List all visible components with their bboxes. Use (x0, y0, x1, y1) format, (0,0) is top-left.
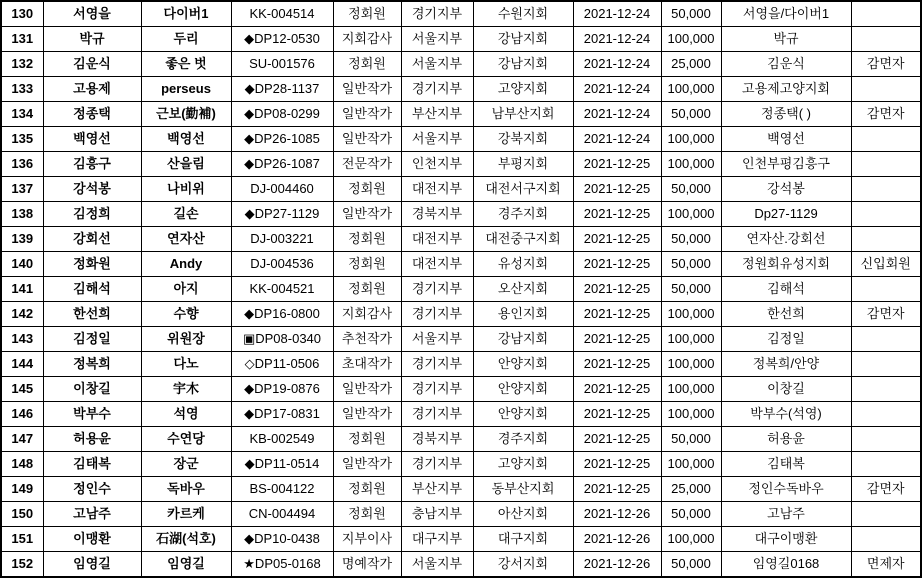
cell-no: 130 (1, 1, 43, 27)
cell-amount: 25,000 (661, 52, 721, 77)
cell-grade: 일반작가 (333, 102, 401, 127)
cell-code: SU-001576 (231, 52, 333, 77)
cell-remark: 박부수(석영) (721, 402, 851, 427)
cell-no: 133 (1, 77, 43, 102)
cell-date: 2021-12-25 (573, 477, 661, 502)
cell-date: 2021-12-24 (573, 52, 661, 77)
cell-office: 고양지회 (473, 452, 573, 477)
cell-name: 강회선 (43, 227, 141, 252)
cell-no: 143 (1, 327, 43, 352)
cell-remark: 서영을/다이버1 (721, 1, 851, 27)
cell-amount: 50,000 (661, 1, 721, 27)
cell-remark: 한선희 (721, 302, 851, 327)
cell-office: 안양지회 (473, 402, 573, 427)
cell-grade: 초대작가 (333, 352, 401, 377)
cell-remark: 이창길 (721, 377, 851, 402)
cell-status (851, 327, 921, 352)
cell-office: 강북지회 (473, 127, 573, 152)
cell-grade: 정회원 (333, 427, 401, 452)
cell-status (851, 277, 921, 302)
cell-grade: 추천작가 (333, 327, 401, 352)
cell-amount: 100,000 (661, 377, 721, 402)
cell-name: 정화원 (43, 252, 141, 277)
cell-branch: 대구지부 (401, 527, 473, 552)
table-row[interactable] (1, 477, 921, 502)
cell-grade: 일반작가 (333, 452, 401, 477)
table-row[interactable] (1, 127, 921, 152)
cell-no: 145 (1, 377, 43, 402)
cell-remark: 박규 (721, 27, 851, 52)
cell-status (851, 202, 921, 227)
cell-grade: 일반작가 (333, 127, 401, 152)
cell-branch: 경기지부 (401, 352, 473, 377)
table-row[interactable] (1, 1, 921, 27)
cell-amount: 50,000 (661, 177, 721, 202)
cell-name: 김해석 (43, 277, 141, 302)
cell-nick: Andy (141, 252, 231, 277)
cell-code: ◆DP08-0299 (231, 102, 333, 127)
cell-branch: 경북지부 (401, 202, 473, 227)
cell-branch: 서울지부 (401, 52, 473, 77)
table-row[interactable] (1, 502, 921, 527)
cell-nick: 石湖(석호) (141, 527, 231, 552)
cell-no: 148 (1, 452, 43, 477)
cell-no: 150 (1, 502, 43, 527)
cell-no: 138 (1, 202, 43, 227)
table-row[interactable] (1, 327, 921, 352)
cell-no: 142 (1, 302, 43, 327)
cell-no: 144 (1, 352, 43, 377)
cell-no: 140 (1, 252, 43, 277)
table-row[interactable] (1, 377, 921, 402)
cell-nick: 길손 (141, 202, 231, 227)
cell-nick: 석영 (141, 402, 231, 427)
cell-remark: Dp27-1129 (721, 202, 851, 227)
cell-office: 대전중구지회 (473, 227, 573, 252)
cell-branch: 경기지부 (401, 377, 473, 402)
cell-no: 149 (1, 477, 43, 502)
cell-status (851, 402, 921, 427)
cell-branch: 경기지부 (401, 1, 473, 27)
cell-remark: 김해석 (721, 277, 851, 302)
cell-branch: 대전지부 (401, 252, 473, 277)
cell-branch: 경기지부 (401, 302, 473, 327)
cell-status (851, 352, 921, 377)
cell-name: 정복희 (43, 352, 141, 377)
table-body (1, 1, 921, 577)
cell-date: 2021-12-25 (573, 277, 661, 302)
cell-grade: 일반작가 (333, 402, 401, 427)
cell-no: 134 (1, 102, 43, 127)
table-row[interactable] (1, 27, 921, 52)
cell-no: 136 (1, 152, 43, 177)
cell-branch: 서울지부 (401, 27, 473, 52)
cell-amount: 50,000 (661, 552, 721, 578)
table-row[interactable] (1, 152, 921, 177)
cell-no: 141 (1, 277, 43, 302)
cell-name: 고용제 (43, 77, 141, 102)
cell-code: KB-002549 (231, 427, 333, 452)
cell-code: ◆DP19-0876 (231, 377, 333, 402)
cell-name: 이창길 (43, 377, 141, 402)
cell-name: 정인수 (43, 477, 141, 502)
cell-status: 신입회원 (851, 252, 921, 277)
cell-grade: 전문작가 (333, 152, 401, 177)
cell-amount: 50,000 (661, 252, 721, 277)
cell-nick: 근보(勤補) (141, 102, 231, 127)
cell-office: 대구지회 (473, 527, 573, 552)
cell-date: 2021-12-24 (573, 127, 661, 152)
cell-branch: 경북지부 (401, 427, 473, 452)
cell-grade: 정회원 (333, 252, 401, 277)
cell-remark: 인천부평김흥구 (721, 152, 851, 177)
cell-nick: 나비위 (141, 177, 231, 202)
cell-remark: 정원회유성지회 (721, 252, 851, 277)
cell-amount: 50,000 (661, 102, 721, 127)
table-row[interactable] (1, 227, 921, 252)
cell-branch: 부산지부 (401, 477, 473, 502)
cell-office: 강남지회 (473, 27, 573, 52)
table-row[interactable] (1, 52, 921, 77)
cell-branch: 서울지부 (401, 327, 473, 352)
cell-office: 남부산지회 (473, 102, 573, 127)
table-row[interactable] (1, 252, 921, 277)
cell-nick: 좋은 벗 (141, 52, 231, 77)
cell-code: ◆DP16-0800 (231, 302, 333, 327)
cell-nick: 백영선 (141, 127, 231, 152)
cell-nick: 장군 (141, 452, 231, 477)
cell-amount: 50,000 (661, 227, 721, 252)
cell-name: 강석봉 (43, 177, 141, 202)
cell-status (851, 377, 921, 402)
cell-code: ◆DP11-0514 (231, 452, 333, 477)
cell-status (851, 152, 921, 177)
cell-code: KK-004521 (231, 277, 333, 302)
cell-status (851, 427, 921, 452)
cell-date: 2021-12-26 (573, 527, 661, 552)
cell-office: 강서지회 (473, 552, 573, 578)
cell-code: ▣DP08-0340 (231, 327, 333, 352)
cell-remark: 김정일 (721, 327, 851, 352)
cell-code: ◆DP26-1085 (231, 127, 333, 152)
cell-date: 2021-12-25 (573, 427, 661, 452)
cell-grade: 정회원 (333, 502, 401, 527)
cell-branch: 서울지부 (401, 127, 473, 152)
cell-branch: 대전지부 (401, 227, 473, 252)
cell-status (851, 1, 921, 27)
cell-nick: 다노 (141, 352, 231, 377)
cell-no: 132 (1, 52, 43, 77)
cell-code: DJ-004536 (231, 252, 333, 277)
cell-branch: 경기지부 (401, 277, 473, 302)
cell-branch: 부산지부 (401, 102, 473, 127)
cell-remark: 고남주 (721, 502, 851, 527)
cell-code: ◆DP26-1087 (231, 152, 333, 177)
cell-office: 안양지회 (473, 352, 573, 377)
cell-status (851, 177, 921, 202)
cell-office: 강남지회 (473, 52, 573, 77)
cell-office: 용인지회 (473, 302, 573, 327)
cell-remark: 김태복 (721, 452, 851, 477)
cell-office: 경주지회 (473, 427, 573, 452)
cell-date: 2021-12-26 (573, 552, 661, 578)
cell-name: 김흥구 (43, 152, 141, 177)
cell-name: 김태복 (43, 452, 141, 477)
cell-date: 2021-12-24 (573, 1, 661, 27)
cell-status (851, 127, 921, 152)
cell-nick: 산을림 (141, 152, 231, 177)
cell-date: 2021-12-25 (573, 302, 661, 327)
cell-grade: 정회원 (333, 227, 401, 252)
cell-amount: 100,000 (661, 202, 721, 227)
cell-name: 박규 (43, 27, 141, 52)
cell-code: ◆DP27-1129 (231, 202, 333, 227)
cell-amount: 100,000 (661, 152, 721, 177)
cell-no: 147 (1, 427, 43, 452)
cell-amount: 25,000 (661, 477, 721, 502)
cell-nick: 연자산 (141, 227, 231, 252)
cell-remark: 강석봉 (721, 177, 851, 202)
cell-status (851, 527, 921, 552)
cell-nick: 수연당 (141, 427, 231, 452)
cell-grade: 정회원 (333, 277, 401, 302)
cell-code: DJ-004460 (231, 177, 333, 202)
cell-date: 2021-12-25 (573, 202, 661, 227)
cell-status (851, 27, 921, 52)
cell-status (851, 227, 921, 252)
cell-grade: 명예작가 (333, 552, 401, 578)
cell-amount: 50,000 (661, 277, 721, 302)
cell-amount: 50,000 (661, 502, 721, 527)
cell-date: 2021-12-25 (573, 352, 661, 377)
table-row[interactable] (1, 352, 921, 377)
cell-status (851, 77, 921, 102)
cell-code: KK-004514 (231, 1, 333, 27)
cell-amount: 100,000 (661, 127, 721, 152)
cell-office: 동부산지회 (473, 477, 573, 502)
cell-code: ◆DP28-1137 (231, 77, 333, 102)
cell-grade: 일반작가 (333, 377, 401, 402)
cell-office: 강남지회 (473, 327, 573, 352)
cell-date: 2021-12-25 (573, 152, 661, 177)
cell-grade: 정회원 (333, 177, 401, 202)
cell-branch: 경기지부 (401, 452, 473, 477)
cell-office: 수원지회 (473, 1, 573, 27)
cell-amount: 100,000 (661, 302, 721, 327)
cell-office: 유성지회 (473, 252, 573, 277)
cell-date: 2021-12-26 (573, 502, 661, 527)
cell-grade: 정회원 (333, 52, 401, 77)
cell-status: 감면자 (851, 102, 921, 127)
table-row[interactable] (1, 102, 921, 127)
cell-nick: perseus (141, 77, 231, 102)
cell-code: BS-004122 (231, 477, 333, 502)
cell-status (851, 502, 921, 527)
cell-branch: 인천지부 (401, 152, 473, 177)
cell-grade: 정회원 (333, 477, 401, 502)
cell-name: 김정일 (43, 327, 141, 352)
cell-no: 146 (1, 402, 43, 427)
cell-office: 오산지회 (473, 277, 573, 302)
cell-grade: 지회감사 (333, 27, 401, 52)
cell-remark: 정복희/안양 (721, 352, 851, 377)
cell-grade: 일반작가 (333, 202, 401, 227)
cell-office: 안양지회 (473, 377, 573, 402)
cell-branch: 충남지부 (401, 502, 473, 527)
cell-date: 2021-12-25 (573, 327, 661, 352)
cell-office: 대전서구지회 (473, 177, 573, 202)
cell-amount: 100,000 (661, 452, 721, 477)
cell-code: ◆DP10-0438 (231, 527, 333, 552)
cell-remark: 연자산.강회선 (721, 227, 851, 252)
cell-no: 152 (1, 552, 43, 578)
cell-remark: 허용윤 (721, 427, 851, 452)
cell-nick: 수향 (141, 302, 231, 327)
cell-amount: 100,000 (661, 77, 721, 102)
cell-amount: 100,000 (661, 27, 721, 52)
cell-nick: 독바우 (141, 477, 231, 502)
cell-remark: 고용제고양지회 (721, 77, 851, 102)
cell-status: 면제자 (851, 552, 921, 578)
cell-office: 경주지회 (473, 202, 573, 227)
cell-amount: 50,000 (661, 427, 721, 452)
cell-status: 감면자 (851, 52, 921, 77)
cell-branch: 경기지부 (401, 402, 473, 427)
cell-remark: 임영길0168 (721, 552, 851, 578)
cell-date: 2021-12-25 (573, 227, 661, 252)
cell-date: 2021-12-24 (573, 77, 661, 102)
table-row[interactable] (1, 302, 921, 327)
cell-status (851, 452, 921, 477)
cell-date: 2021-12-25 (573, 402, 661, 427)
cell-name: 이맹환 (43, 527, 141, 552)
cell-amount: 100,000 (661, 527, 721, 552)
cell-name: 허용윤 (43, 427, 141, 452)
cell-nick: 위원장 (141, 327, 231, 352)
cell-no: 139 (1, 227, 43, 252)
cell-remark: 정종택( ) (721, 102, 851, 127)
table-row[interactable] (1, 552, 921, 578)
cell-name: 고남주 (43, 502, 141, 527)
cell-date: 2021-12-24 (573, 102, 661, 127)
cell-name: 정종택 (43, 102, 141, 127)
cell-status: 감면자 (851, 477, 921, 502)
cell-code: DJ-003221 (231, 227, 333, 252)
cell-office: 아산지회 (473, 502, 573, 527)
cell-grade: 정회원 (333, 1, 401, 27)
cell-office: 고양지회 (473, 77, 573, 102)
cell-no: 131 (1, 27, 43, 52)
table-row[interactable] (1, 527, 921, 552)
table-row[interactable] (1, 402, 921, 427)
cell-grade: 지회감사 (333, 302, 401, 327)
table-row[interactable] (1, 177, 921, 202)
cell-code: CN-004494 (231, 502, 333, 527)
cell-name: 서영을 (43, 1, 141, 27)
cell-remark: 대구이맹환 (721, 527, 851, 552)
cell-branch: 서울지부 (401, 552, 473, 578)
cell-no: 137 (1, 177, 43, 202)
cell-name: 한선희 (43, 302, 141, 327)
cell-no: 135 (1, 127, 43, 152)
cell-nick: 아지 (141, 277, 231, 302)
cell-date: 2021-12-24 (573, 27, 661, 52)
table-row[interactable] (1, 452, 921, 477)
cell-branch: 경기지부 (401, 77, 473, 102)
cell-status: 감면자 (851, 302, 921, 327)
cell-name: 박부수 (43, 402, 141, 427)
cell-amount: 100,000 (661, 327, 721, 352)
cell-name: 김정희 (43, 202, 141, 227)
cell-nick: 宇木 (141, 377, 231, 402)
table-row[interactable] (1, 427, 921, 452)
cell-nick: 다이버1 (141, 1, 231, 27)
cell-grade: 일반작가 (333, 77, 401, 102)
cell-code: ★DP05-0168 (231, 552, 333, 578)
cell-name: 임영길 (43, 552, 141, 578)
cell-amount: 100,000 (661, 352, 721, 377)
cell-date: 2021-12-25 (573, 452, 661, 477)
cell-nick: 카르케 (141, 502, 231, 527)
table-row[interactable] (1, 277, 921, 302)
cell-remark: 백영선 (721, 127, 851, 152)
cell-branch: 대전지부 (401, 177, 473, 202)
cell-amount: 100,000 (661, 402, 721, 427)
cell-date: 2021-12-25 (573, 177, 661, 202)
cell-name: 백영선 (43, 127, 141, 152)
cell-remark: 정인수독바우 (721, 477, 851, 502)
table-row[interactable] (1, 77, 921, 102)
cell-date: 2021-12-25 (573, 377, 661, 402)
cell-no: 151 (1, 527, 43, 552)
cell-nick: 두리 (141, 27, 231, 52)
cell-code: ◆DP12-0530 (231, 27, 333, 52)
cell-code: ◆DP17-0831 (231, 402, 333, 427)
cell-date: 2021-12-25 (573, 252, 661, 277)
cell-office: 부평지회 (473, 152, 573, 177)
cell-nick: 임영길 (141, 552, 231, 578)
cell-name: 김운식 (43, 52, 141, 77)
cell-grade: 지부이사 (333, 527, 401, 552)
cell-remark: 김운식 (721, 52, 851, 77)
table-row[interactable] (1, 202, 921, 227)
cell-code: ◇DP11-0506 (231, 352, 333, 377)
